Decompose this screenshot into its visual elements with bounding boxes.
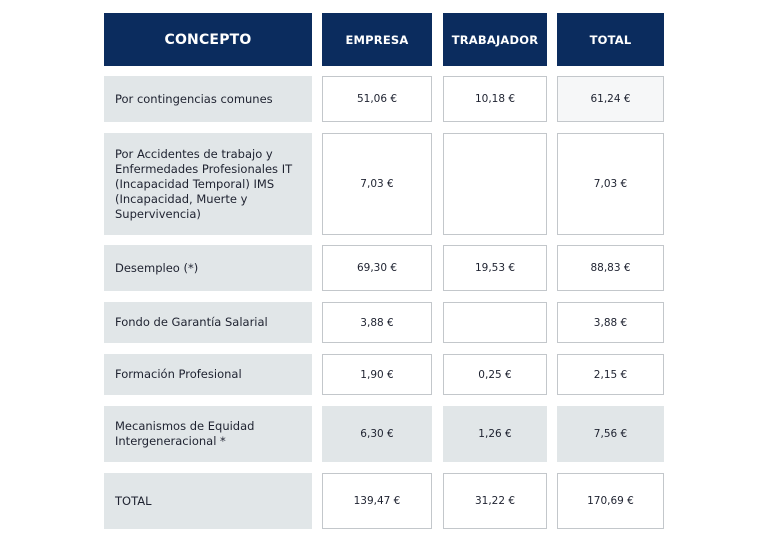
header-concepto: CONCEPTO xyxy=(104,13,312,66)
cell-empresa: 69,30 € xyxy=(322,245,432,291)
row-label-fondo-garantia: Fondo de Garantía Salarial xyxy=(104,302,312,343)
cell-trabajador: 1,26 € xyxy=(443,406,547,462)
row-label-formacion-profesional: Formación Profesional xyxy=(104,354,312,395)
row-label-accidentes-trabajo: Por Accidentes de trabajo y Enfermedades Profesionales IT (Incapacidad Temporal) IMS (Incapacidad, Muerte y Supervivencia) xyxy=(104,133,312,235)
cell-empresa: 51,06 € xyxy=(322,76,432,122)
cell-trabajador: 31,22 € xyxy=(443,473,547,529)
cell-empresa: 139,47 € xyxy=(322,473,432,529)
cell-total: 7,03 € xyxy=(557,133,664,235)
header-trabajador: TRABAJADOR xyxy=(443,13,547,66)
cell-trabajador: 19,53 € xyxy=(443,245,547,291)
cell-total: 3,88 € xyxy=(557,302,664,343)
row-label-total: TOTAL xyxy=(104,473,312,529)
cell-trabajador xyxy=(443,302,547,343)
header-total: TOTAL xyxy=(557,13,664,66)
cell-trabajador: 0,25 € xyxy=(443,354,547,395)
cell-trabajador xyxy=(443,133,547,235)
cell-empresa: 3,88 € xyxy=(322,302,432,343)
cell-trabajador: 10,18 € xyxy=(443,76,547,122)
cell-total: 7,56 € xyxy=(557,406,664,462)
cell-total: 61,24 € xyxy=(557,76,664,122)
cell-total: 2,15 € xyxy=(557,354,664,395)
cell-empresa: 6,30 € xyxy=(322,406,432,462)
header-empresa: EMPRESA xyxy=(322,13,432,66)
cell-empresa: 1,90 € xyxy=(322,354,432,395)
row-label-desempleo: Desempleo (*) xyxy=(104,245,312,291)
row-label-contingencias-comunes: Por contingencias comunes xyxy=(104,76,312,122)
cell-empresa: 7,03 € xyxy=(322,133,432,235)
cell-total: 170,69 € xyxy=(557,473,664,529)
row-label-equidad-intergeneracional: Mecanismos de Equidad Intergeneracional * xyxy=(104,406,312,462)
cell-total: 88,83 € xyxy=(557,245,664,291)
